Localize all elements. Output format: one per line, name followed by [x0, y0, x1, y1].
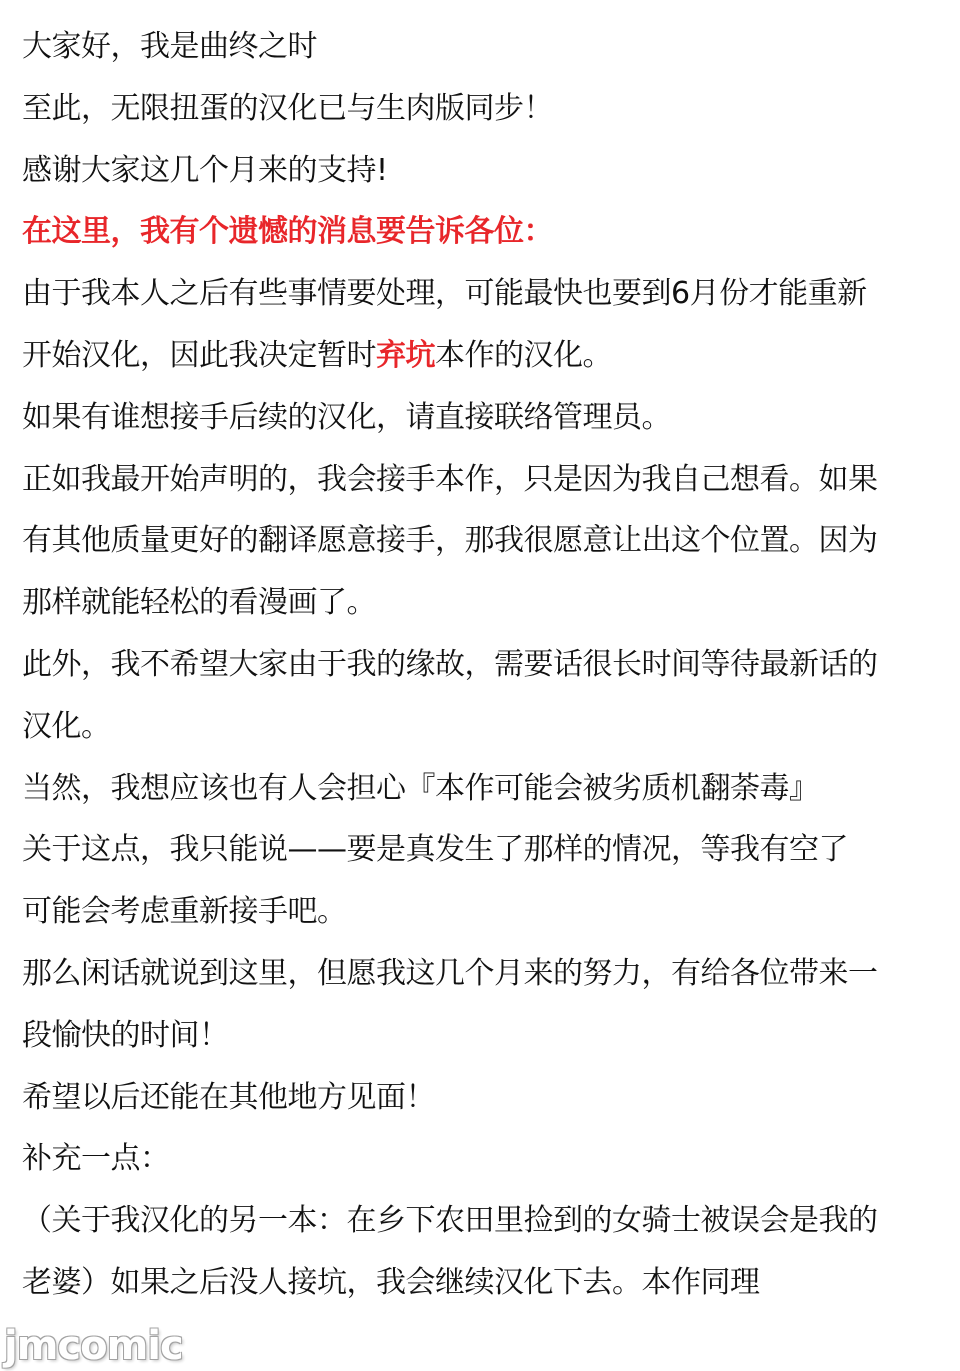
text-line-6-before: 开始汉化，因此我决定暂时 [22, 337, 376, 373]
text-line-6 [22, 325, 927, 387]
document-body [22, 16, 927, 1314]
text-line-3: 感谢大家这几个月来的支持! [22, 152, 388, 188]
text-line-13: 当然，我想应该也有人会担心『本作可能会被劣质机翻荼毒』 [22, 770, 819, 806]
text-line-15: 可能会考虑重新接手吧。 [22, 894, 347, 930]
text-line-12: 汉化。 [22, 708, 111, 744]
text-line-1: 大家好，我是曲终之时 [22, 29, 317, 64]
highlight-abandon: 弃坑 [376, 337, 435, 373]
text-line-14: 关于这点，我只能说——要是真发生了那样的情况，等我有空了 [22, 832, 848, 868]
text-line-11: 此外，我不希望大家由于我的缘故，需要话很长时间等待最新话的 [22, 646, 878, 682]
text-line-9: 有其他质量更好的翻译愿意接手，那我很愿意让出这个位置。因为 [22, 523, 878, 559]
text-line-20: （关于我汉化的另一本：在乡下农田里捡到的女骑士被误会是我的 [22, 1203, 878, 1239]
text-line-18: 希望以后还能在其他地方见面！ [22, 1079, 435, 1115]
text-line-5: 由于我本人之后有些事情要处理，可能最快也要到6月份才能重新 [22, 276, 867, 312]
text-line-21: 老婆）如果之后没人接坑，我会继续汉化下去。本作同理 [22, 1264, 760, 1300]
text-line-8: 正如我最开始声明的，我会接手本作，只是因为我自己想看。如果 [22, 461, 878, 497]
text-line-10: 那样就能轻松的看漫画了。 [22, 585, 376, 621]
text-line-2: 至此，无限扭蛋的汉化已与生肉版同步！ [22, 90, 553, 126]
text-line-6-after: 本作的汉化。 [435, 337, 612, 373]
text-line-16: 那么闲话就说到这里，但愿我这几个月来的努力，有给各位带来一 [22, 955, 878, 991]
text-line-17: 段愉快的时间！ [22, 1017, 229, 1053]
text-line-19: 补充一点： [22, 1141, 170, 1177]
announcement-heading: 在这里，我有个遗憾的消息要告诉各位： [22, 214, 553, 250]
text-line-7: 如果有谁想接手后续的汉化，请直接联络管理员。 [22, 399, 671, 435]
watermark-logo: jmcomic [4, 1323, 183, 1369]
